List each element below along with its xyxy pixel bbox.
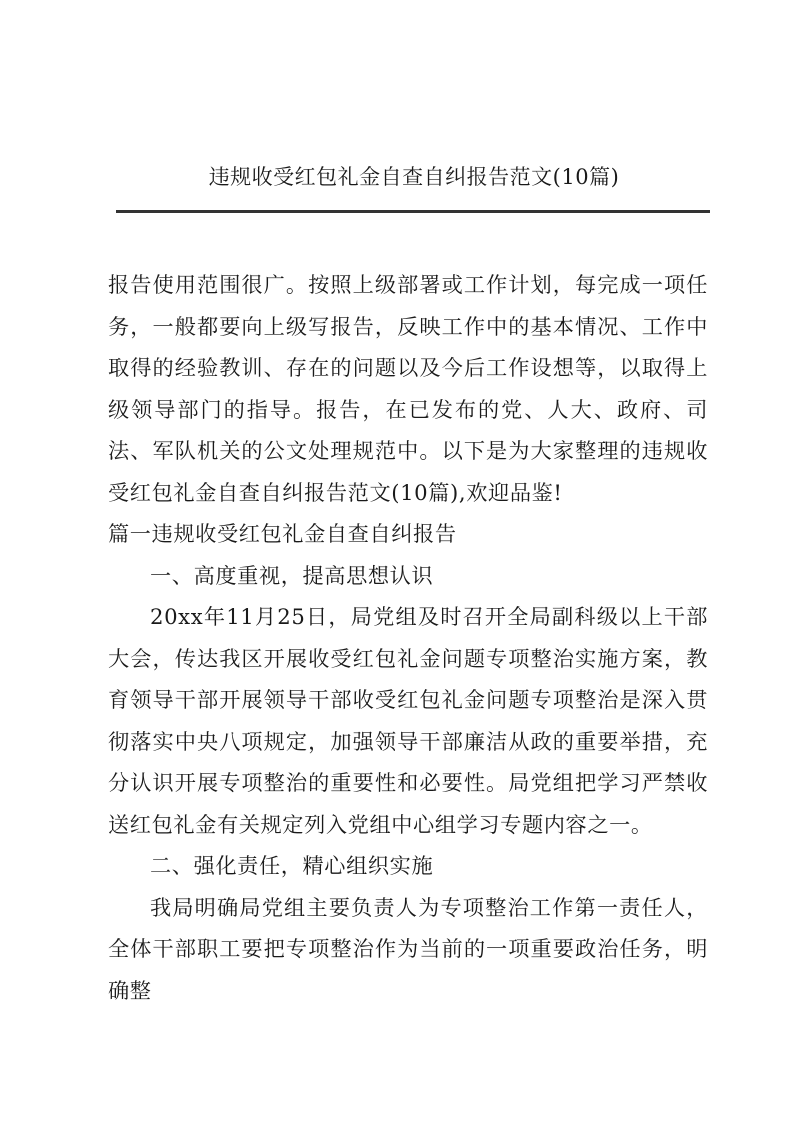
section-heading-part1: 篇一违规收受红包礼金自查自纠报告 bbox=[108, 521, 457, 546]
title-underline bbox=[116, 210, 710, 213]
paragraph-2: 我局明确局党组主要负责人为专项整治工作第一责任人，全体干部职工要把专项整治作为当前的一项重要政治任务，明确整 bbox=[108, 894, 708, 1003]
subheading-2: 二、强化责任，精心组织实施 bbox=[150, 853, 434, 878]
document-body bbox=[108, 264, 708, 1011]
paragraph-1: 20xx年11月25日，局党组及时召开全局副科级以上干部大会，传达我区开展收受红包礼金问题专项整治实施方案，教育领导干部开展领导干部收受红包礼金问题专项整治是深入贯彻落实中央八项规定，加强领导干部廉洁从政的重要举措，充分认识开展专项整治的重要性和必要性。局党组把学习严禁收送红包礼金有关规定列入党组中心组学习专题内容之一。 bbox=[108, 604, 708, 837]
document-title: 违规收受红包礼金自查自纠报告范文(10篇) bbox=[208, 165, 620, 189]
subheading-1: 一、高度重视，提高思想认识 bbox=[150, 562, 434, 588]
intro-paragraph: 报告使用范围很广。按照上级部署或工作计划，每完成一项任务，一般都要向上级写报告，反映工作中的基本情况、工作中取得的经验教训、存在的问题以及今后工作设想等，以取得上级领导部门的指导。报告，在已发布的党、人大、政府、司法、军队机关的公文处理规范中。以下是为大家整理的违规收受红包礼金自查自纠报告范文(10篇),欢迎品鉴! bbox=[108, 272, 708, 505]
